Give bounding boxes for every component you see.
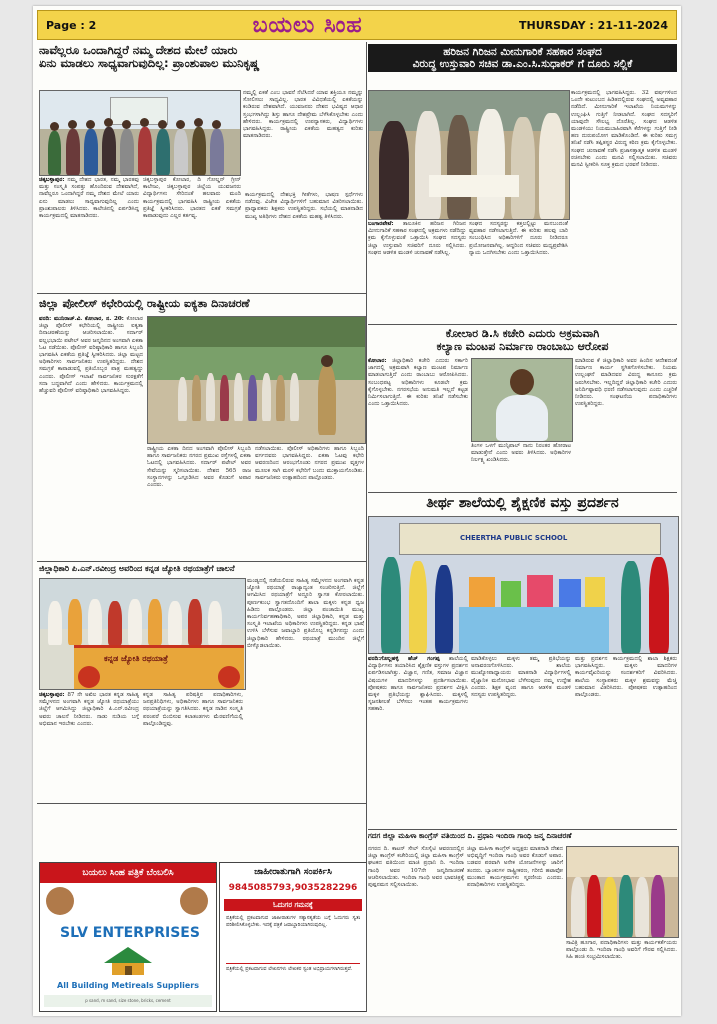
principal-photo: [39, 90, 241, 176]
principal-headline: ನಾವೆಲ್ಲರೂ ಒಂದಾಗಿದ್ದರೆ ನಮ್ಮ ದೇಶದ ಮೇಲೆ ಯಾರು ಏನು ಮಾಡಲು ಸಾಧ್ಯವಾಗುವುದಿಲ್ಲ: ಪ್ರಾಂಶುಪಾಲ ಮುನಿಕೃಷ್ಣ: [39, 43, 260, 71]
principal-body-col2: ಚಿಕ್ಕಬಳ್ಳಾಪುರ ಕೋಲಾರ, ದಿ ಗೋಲ್ಡನ್ ಗ್ರೀನ್ ಕಾಲೇಜು, ಚಿಕ್ಕಬಳ್ಳಾಪುರ ಜಿಲ್ಲೆಯ ಯುವಜನರು ವಿದ್ಯಾರ್ಥಿಗಳು ಸೇರಿದಂತೆ ಹಲವಾರು ಮಂದಿ ಕಾರ್ಯಕ್ರಮದಲ್ಲಿ ಭಾಗವಹಿಸಿ ರಾಷ್ಟ್ರೀಯ ಏಕತೆಯ ಪ್ರತಿಜ್ಞೆ ಸ್ವೀಕರಿಸಿದರು. ಭಾರತದ ಏಕತೆ ಸಮಗ್ರತೆ ಕಾಪಾಡುವುದು ಎಲ್ಲರ ಕರ್ತವ್ಯ.: [143, 177, 241, 220]
slv-address: p sand, m sand, size stone, bricks, cement: [44, 995, 212, 1007]
newspaper-title: ಬಯಲು ಸಿಂಹ: [252, 12, 363, 38]
police-body-col2: ರಾಷ್ಟ್ರೀಯ ಏಕತಾ ದಿನದ ಅಂಗವಾಗಿ ಪೊಲೀಸ್ ಸಿಬ್ಬಂದಿ ಹಾಗೂ ಸಾರ್ವಜನಿಕರು ನಗರದ ಪ್ರಮುಖ ರಸ್ತೆಗಳಲ್ಲಿ ಏಕತಾ ಓಟದಲ್ಲಿ ಭಾಗವಹಿಸಿದರು. ಸರ್ದಾರ್ ಪಟೇಲ್ ಅವರ ಸೇವೆಯನ್ನು ಸ್ಮರಿಸಲಾಯಿತು. ದೇಶದ 565 ರಾಜ ಸಂಸ್ಥಾನಗಳನ್ನು ಒಗ್ಗೂಡಿಸಿದ ಅವರ ಕೊಡುಗೆ ಅಪಾರ ಎಂದರು.: [147, 446, 251, 489]
indira-body-col3: ಸಾವಿತ್ರಿ ಹೂಗಾರ, ಪದಾಧಿಕಾರಿಗಳು ಮತ್ತು ಕಾರ್ಯಕರ್ತೆಯರು ಪಾಲ್ಗೊಂಡು ದಿ. ಇಂದಿರಾ ಗಾಂಧಿ ಅವರಿಗೆ ಗೌರವ ಸಲ್ಲಿಸಿದರು. ಸಿಹಿ ಹಂಚಿ ಸಂಭ್ರಮಿಸಲಾಯಿತು.: [566, 940, 677, 961]
cooperative-body-col2: ಸಂಘದ ಸದಸ್ಯರನ್ನು ಕತ್ತಲಲ್ಲಿಟ್ಟು ಮನಬಂದಂತೆ ವ್ಯವಹಾರ ನಡೆಸಲಾಗುತ್ತಿದೆ. ಈ ಕುರಿತು ಹಲವು ಬಾರಿ ಸಂಬಂಧಿಸಿದ ಅಧಿಕಾರಿಗಳಿಗೆ ದೂರು ನೀಡಿದರೂ ಪ್ರಯೋಜನವಾಗಿಲ್ಲ. ಆದ್ದರಿಂದ ಸಚಿವರು ಮಧ್ಯಪ್ರವೇಶಿಸಿ ನ್ಯಾಯ ಒದಗಿಸಬೇಕು ಎಂದು ಒತ್ತಾಯಿಸಿದರು.: [469, 221, 568, 256]
slv-name: SLV ENTERPRISES: [60, 925, 200, 941]
exhibition-body-col1: ವರದಿ:ಗೊಲ್ಲಹಳ್ಳಿ ಹೆಚ್ ಗಂಗಪ್ಪ ಶಾಲೆಯಲ್ಲಿ ವಿದ್ಯಾರ್ಥಿಗಳು ತಯಾರಿಸಿದ ಶೈಕ್ಷಣಿಕ ವಸ್ತುಗಳ ಪ್ರದರ್ಶನ ಏರ್ಪಡಿಸಲಾಗಿತ್ತು. ವಿಜ್ಞಾನ, ಗಣಿತ, ಸಮಾಜ ವಿಜ್ಞಾನ ವಿಷಯಗಳ ಮಾದರಿಗಳನ್ನು ಪ್ರದರ್ಶಿಸಲಾಯಿತು. ಪೋಷಕರು ಹಾಗೂ ಸಾರ್ವಜನಿಕರು ಪ್ರದರ್ಶನ ವೀಕ್ಷಿಸಿ ಮಕ್ಕಳ ಪ್ರತಿಭೆಯನ್ನು ಶ್ಲಾಘಿಸಿದರು. ಮಕ್ಕಳಲ್ಲಿ ಸೃಜನಶೀಲತೆ ಬೆಳೆಸಲು ಇಂತಹ ಕಾರ್ಯಕ್ರಮಗಳು ಸಹಕಾರಿ.: [368, 656, 468, 713]
exhibition-photo: [368, 516, 679, 654]
house-logo-icon: [100, 945, 156, 977]
notice-text-2: ಪತ್ರಿಕೆಯಲ್ಲಿ ಪ್ರಕಟವಾಗುವ ಲೇಖನಗಳು ಲೇಖಕರ ಸ್ವಂತ ಅಭಿಪ್ರಾಯಗಳಾಗಿರುತ್ತವೆ.: [226, 963, 360, 1010]
cooperative-body-col1: ಬಂಗಾರಪೇಟೆ: ತಾಲೂಕಿನ ಹರಿಜನ ಗಿರಿಜನ ಮೀನುಗಾರಿಕೆ ಸಹಕಾರ ಸಂಘದಲ್ಲಿ ಅಕ್ರಮಗಳು ನಡೆದಿದ್ದು ಕ್ರಮ ಕೈಗೊಳ್ಳುವಂತೆ ಒತ್ತಾಯಿಸಿ ಸಂಘದ ಸದಸ್ಯರು ಜಿಲ್ಲಾ ಉಸ್ತುವಾರಿ ಸಚಿವರಿಗೆ ದೂರು ಸಲ್ಲಿಸಿದರು. ಸಂಘದ ಆಡಳಿತ ಮಂಡಳಿ ಚುನಾವಣೆ ನಡೆಸಿಲ್ಲ.: [368, 221, 466, 256]
exhibit-table: [459, 607, 609, 653]
exhibition-body-col2: ಮಾಡಿಕೊಳ್ಳಲು ಮಕ್ಕಳು ತಮ್ಮ ಪ್ರತಿಭೆಯನ್ನು ಅನಾವರಣಗೊಳಿಸಿದರು. ಶಾಲೆಯ ಮುಖ್ಯೋಪಾಧ್ಯಾಯರು ಮಾತನಾಡಿ ವಿದ್ಯಾರ್ಥಿಗಳಲ್ಲಿ ವೈಜ್ಞಾನಿಕ ಮನೋಭಾವ ಬೆಳೆಸುವುದು ನಮ್ಮ ಉದ್ದೇಶ ಎಂದರು. ಶಿಕ್ಷಕ ವೃಂದ ಹಾಗೂ ಆಡಳಿತ ಮಂಡಳಿ ಸದಸ್ಯರು ಉಪಸ್ಥಿತರಿದ್ದರು.: [471, 656, 571, 699]
kalyana-body-col3: ಮಾಡಿರುವ ಕೆ ಜಿಲ್ಲಾಧಿಕಾರಿ ಅವರ ಹಿಂದಿನ ಆದೇಶದಂತೆ ನಿರ್ಮಾಣ ಕಾರ್ಯ ಸ್ಥಗಿತಗೊಳಿಸಬೇಕು. ನಿಯಮ ಉಲ್ಲಂಘನೆ ಮಾಡಿದವರ ವಿರುದ್ಧ ಕಾನೂನು ಕ್ರಮ ಜರುಗಿಸಬೇಕು. ಇಲ್ಲದಿದ್ದರೆ ಜಿಲ್ಲಾಧಿಕಾರಿ ಕಚೇರಿ ಎದುರು ಅನಿರ್ದಿಷ್ಟಾವಧಿ ಧರಣಿ ನಡೆಸಲಾಗುವುದು ಎಂದು ಎಚ್ಚರಿಕೆ ನೀಡಿದರು. ಸಂಘಟನೆಯ ಪದಾಧಿಕಾರಿಗಳು ಉಪಸ್ಥಿತರಿದ್ದರು.: [575, 358, 677, 408]
cooperative-photo: [368, 90, 570, 220]
kannada-body-col3: ಮಂಡ್ಯದಲ್ಲಿ ನಡೆಯಲಿರುವ ಸಾಹಿತ್ಯ ಸಮ್ಮೇಳನದ ಅಂಗವಾಗಿ ಕನ್ನಡ ಜ್ಯೋತಿ ರಥಯಾತ್ರೆ ರಾಜ್ಯಾದ್ಯಂತ ಸಂಚರಿಸುತ್ತಿದೆ. ಜಿಲ್ಲೆಗೆ ಆಗಮಿಸಿದ ರಥಯಾತ್ರೆಗೆ ಅದ್ದೂರಿ ಸ್ವಾಗತ ಕೋರಲಾಯಿತು. ಪೂರ್ಣಕುಂಭ ಸ್ವಾಗತದೊಂದಿಗೆ ಶಾಲಾ ಮಕ್ಕಳು ಕನ್ನಡ ಧ್ವಜ ಹಿಡಿದು ಪಾಲ್ಗೊಂಡರು. ಜಿಲ್ಲಾ ಪಂಚಾಯಿತಿ ಮುಖ್ಯ ಕಾರ್ಯನಿರ್ವಹಣಾಧಿಕಾರಿ, ಅಪರ ಜಿಲ್ಲಾಧಿಕಾರಿ, ಕನ್ನಡ ಮತ್ತು ಸಂಸ್ಕೃತಿ ಇಲಾಖೆಯ ಅಧಿಕಾರಿಗಳು ಉಪಸ್ಥಿತರಿದ್ದರು. ಕನ್ನಡ ಭಾಷೆ ಉಳಿಸಿ ಬೆಳೆಸುವ ಜವಾಬ್ದಾರಿ ಪ್ರತಿಯೊಬ್ಬ ಕನ್ನಡಿಗನದ್ದು ಎಂದು ಜಿಲ್ಲಾಧಿಕಾರಿ ಹೇಳಿದರು. ರಥಯಾತ್ರೆ ಮುಂದಿನ ಜಿಲ್ಲೆಗೆ ಬೀಳ್ಕೊಡಲಾಯಿತು.: [247, 578, 364, 649]
police-photo: [147, 316, 366, 444]
issue-date: THURSDAY : 21-11-2024: [518, 18, 668, 32]
notice-title: ಓದುಗರ ಗಮನಕ್ಕೆ: [224, 899, 362, 911]
kalyana-body-col1: ಕೋಲಾರ: ಜಿಲ್ಲಾಧಿಕಾರಿ ಕಚೇರಿ ಎದುರು ಸರ್ಕಾರಿ ಜಾಗದಲ್ಲಿ ಅಕ್ರಮವಾಗಿ ಕಲ್ಯಾಣ ಮಂಟಪ ನಿರ್ಮಾಣ ಮಾಡಲಾಗುತ್ತಿದೆ ಎಂದು ರಾಂಬಾಬು ಆರೋಪಿಸಿದರು. ಸಂಬಂಧಪಟ್ಟ ಅಧಿಕಾರಿಗಳು ಕೂಡಲೇ ಕ್ರಮ ಕೈಗೊಳ್ಳಬೇಕು. ನಗರಸಭೆಯ ಅನುಮತಿ ಇಲ್ಲದೆ ಕಟ್ಟಡ ನಿರ್ಮಿಸಲಾಗುತ್ತಿದೆ. ಈ ಕುರಿತು ತನಿಖೆ ನಡೆಸಬೇಕು ಎಂದು ಒತ್ತಾಯಿಸಿದರು.: [368, 358, 468, 408]
slv-ad-header: ಬಯಲು ಸಿಂಹ ಪತ್ರಿಕೆ ಬೆಂಬಲಿಸಿ: [40, 863, 216, 883]
slv-tagline: All Building Metireals Suppliers: [57, 981, 199, 990]
principal-body-right: ನಮ್ಮಲ್ಲಿ ಏಕತೆ ಎಂಬ ಭಾವನೆ ನೆಲೆಸಿದರೆ ಯಾವ ಶಕ್ತಿಯೂ ನಮ್ಮನ್ನು ಸೋಲಿಸಲು ಸಾಧ್ಯವಿಲ್ಲ. ಭಾರತ ವಿವಿಧತೆಯಲ್ಲಿ ಏಕತೆಯನ್ನು ಕಂಡಿರುವ ದೇಶವಾಗಿದೆ. ಯುವಜನರು ದೇಶದ ಭವಿಷ್ಯದ ಆಧಾರ ಸ್ತಂಭಗಳಾಗಿದ್ದು ಶಿಸ್ತು ಹಾಗೂ ದೇಶಪ್ರೇಮ ಬೆಳೆಸಿಕೊಳ್ಳಬೇಕು ಎಂದು ಹೇಳಿದರು. ಕಾರ್ಯಕ್ರಮದಲ್ಲಿ ಉಪನ್ಯಾಸಕರು, ವಿದ್ಯಾರ್ಥಿಗಳು ಭಾಗವಹಿಸಿದ್ದರು. ರಾಷ್ಟ್ರೀಯ ಏಕತೆಯ ಮಹತ್ವದ ಕುರಿತು ಮಾತನಾಡಿದರು.: [243, 90, 363, 140]
kalyana-headline: ಕೋಲಾರ ಡಿ.ಸಿ ಕಚೇರಿ ಎದುರು ಅಕ್ರಮವಾಗಿ ಕಲ್ಯಾಣ ಮಂಟಪ ನಿರ್ಮಾಣ ರಾಂಬಾಬು ಆರೋಪ: [436, 327, 609, 353]
contact-advertisement: [219, 862, 367, 1012]
kalyana-body-col2: ತಿಂಗಳ ಒಳಗೆ ಮುನ್ಸಿಪಾಲ್ ನಾನು ನಿರಂತರ ಹೋರಾಟ ಮಾಡುತ್ತೇನೆ ಎಂದು ಅವರು ತಿಳಿಸಿದರು. ಅಧಿಕಾರಿಗಳ ನಿರ್ಲಕ್ಷ್ಯ ಖಂಡಿಸಿದರು.: [471, 443, 571, 464]
kalyana-photo: [471, 358, 573, 442]
notice-text: ಪತ್ರಿಕೆಯಲ್ಲಿ ಪ್ರಕಟವಾಗುವ ಜಾಹೀರಾತುಗಳ ಸತ್ಯಾಸತ್ಯತೆಯ ಬಗ್ಗೆ ಓದುಗರು ಸ್ವತಃ ಪರಿಶೀಲಿಸಿಕೊಳ್ಳಬೇಕು. ಇದಕ್ಕೆ ಪತ್ರಿಕೆ ಜವಾಬ್ದಾರಿಯಾಗಿರುವುದಿಲ್ಲ.: [226, 915, 360, 928]
person-photo-left: [46, 887, 74, 915]
indira-body-col1: ನಗರದ ದಿ. ಕಾಟನ್ ಸೇಲ್ ಸೊಸೈಟಿ ಆವರಣದಲ್ಲಿನ ಜಿಲ್ಲಾ ಕಾಂಗ್ರೆಸ್ ಕಚೇರಿಯಲ್ಲಿ ಜಿಲ್ಲಾ ಮಹಿಳಾ ಕಾಂಗ್ರೆಸ್ ಘಟಕದ ವತಿಯಿಂದ ಮಾಜಿ ಪ್ರಧಾನಿ ದಿ. ಇಂದಿರಾ ಗಾಂಧಿ ಅವರ 107ನೇ ಜನ್ಮದಿನಾಚರಣೆ ಆಚರಿಸಲಾಯಿತು. ಇಂದಿರಾ ಗಾಂಧಿ ಅವರ ಭಾವಚಿತ್ರಕ್ಕೆ ಪುಷ್ಪನಮನ ಸಲ್ಲಿಸಲಾಯಿತು.: [368, 846, 464, 889]
cooperative-body-col3: ಕಾರ್ಯಕ್ರಮದಲ್ಲಿ ಭಾಗವಹಿಸಿದ್ದರು. 32 ವರ್ಷಗಳಿಂದ ಒಂದೇ ಕುಟುಂಬದ ಹಿಡಿತದಲ್ಲಿರುವ ಸಂಘದಲ್ಲಿ ಅವ್ಯವಹಾರ ನಡೆದಿದೆ. ಮೀನುಗಾರಿಕೆ ಇಲಾಖೆಯ ನಿಯಮಗಳನ್ನು ಉಲ್ಲಂಘಿಸಿ ಗುತ್ತಿಗೆ ನೀಡಲಾಗಿದೆ. ಸಂಘದ ಸದಸ್ಯರಿಗೆ ಯಾವುದೇ ಸೌಲಭ್ಯ ದೊರೆತಿಲ್ಲ. ಸಂಘದ ಆಡಳಿತ ಮಂಡಳಿಯು ನಿಯಮಬಾಹಿರವಾಗಿ ಕೆರೆಗಳನ್ನು ಗುತ್ತಿಗೆ ನೀಡಿ ಹಣ ದುರುಪಯೋಗ ಮಾಡಿಕೊಂಡಿದೆ. ಈ ಕುರಿತು ಸಮಗ್ರ ತನಿಖೆ ನಡೆಸಿ ತಪ್ಪಿತಸ್ಥರ ವಿರುದ್ಧ ಕಠಿಣ ಕ್ರಮ ಕೈಗೊಳ್ಳಬೇಕು. ಸಂಘದ ಚುನಾವಣೆ ನಡೆಸಿ ಪ್ರಜಾಸತ್ತಾತ್ಮಕ ಆಡಳಿತ ಮಂಡಳಿ ರಚಿಸಬೇಕು ಎಂದು ಮನವಿ ಸಲ್ಲಿಸಲಾಯಿತು. ಸಚಿವರು ಮನವಿ ಸ್ವೀಕರಿಸಿ ಸೂಕ್ತ ಕ್ರಮದ ಭರವಸೆ ನೀಡಿದರು.: [571, 90, 677, 169]
kannada-headline: ಜಿಲ್ಲಾಧಿಕಾರಿ ಪಿ.ಎನ್.ರವೀಂದ್ರ ಅವರಿಂದ ಕನ್ನಡ ಜ್ಯೋತಿ ರಥಯಾತ್ರೆಗೆ ಚಾಲನೆ: [39, 564, 235, 573]
kannada-body-col1: ಚಿಕ್ಕಬಳ್ಳಾಪುರ: 87 ನೇ ಅಖಿಲ ಭಾರತ ಕನ್ನಡ ಸಾಹಿತ್ಯ ಸಮ್ಮೇಳನದ ಅಂಗವಾಗಿ ಕನ್ನಡ ಜ್ಯೋತಿ ರಥಯಾತ್ರೆಯು ಜಿಲ್ಲೆಗೆ ಆಗಮಿಸಿದ್ದು ಜಿಲ್ಲಾಧಿಕಾರಿ ಪಿ.ಎನ್.ರವೀಂದ್ರ ಅವರು ಚಾಲನೆ ನೀಡಿದರು. ನಾಡು ನುಡಿಯ ಬಗ್ಗೆ ಅಭಿಮಾನ ಇರಬೇಕು ಎಂದರು.: [39, 692, 139, 727]
principal-body-col1: ಚಿಕ್ಕಬಳ್ಳಾಪುರ: ನಮ್ಮ ದೇಶದ ಭಾರತ, ನಮ್ಮ ಭಾರತವು ಮತ್ತು ಸಂಸ್ಕೃತಿ ಸಂಪತ್ತು ಹೊಂದಿರುವ ದೇಶವಾಗಿದೆ, ನಾವೆಲ್ಲರೂ ಒಂದಾಗಿದ್ದರೆ ನಮ್ಮ ದೇಶದ ಮೇಲೆ ಯಾರು ಏನು ಮಾಡಲು ಸಾಧ್ಯವಾಗುವುದಿಲ್ಲ ಎಂದು ಪ್ರಾಂಶುಪಾಲರು ತಿಳಿಸಿದರು. ಕಾಲೇಜಿನಲ್ಲಿ ಏರ್ಪಡಿಸಿದ್ದ ಕಾರ್ಯಕ್ರಮದಲ್ಲಿ ಮಾತನಾಡಿದರು.: [39, 177, 139, 220]
indira-body-col2: ಜಿಲ್ಲಾ ಮಹಿಳಾ ಕಾಂಗ್ರೆಸ್ ಅಧ್ಯಕ್ಷರು ಮಾತನಾಡಿ ದೇಶದ ಅಭಿವೃದ್ಧಿಗೆ ಇಂದಿರಾ ಗಾಂಧಿ ಅವರ ಕೊಡುಗೆ ಅಪಾರ. ಬಡವರ ಪರವಾಗಿ ಅನೇಕ ಯೋಜನೆಗಳನ್ನು ಜಾರಿಗೆ ತಂದರು. ಬ್ಯಾಂಕುಗಳ ರಾಷ್ಟ್ರೀಕರಣ, ಗರೀಬಿ ಹಟಾವೋ ಮುಂತಾದ ಕಾರ್ಯಕ್ರಮಗಳು ಸ್ಮರಣೀಯ ಎಂದರು. ಪದಾಧಿಕಾರಿಗಳು ಉಪಸ್ಥಿತರಿದ್ದರು.: [467, 846, 563, 889]
ad-phone: 9845085793,9035282296: [228, 883, 358, 893]
police-headline: ಜಿಲ್ಲಾ ಪೋಲೀಸ್ ಕಛೇರಿಯಲ್ಲಿ ರಾಷ್ಟ್ರೀಯ ಐಕ್ಯತಾ ದಿನಾಚರಣೆ: [39, 297, 250, 310]
kannada-body-col2: ಕನ್ನಡ ಸಾಹಿತ್ಯ ಪರಿಷತ್ತಿನ ಪದಾಧಿಕಾರಿಗಳು, ಜನಪ್ರತಿನಿಧಿಗಳು, ಅಧಿಕಾರಿಗಳು ಹಾಗೂ ಸಾರ್ವಜನಿಕರು ರಥಯಾತ್ರೆಯನ್ನು ಸ್ವಾಗತಿಸಿದರು. ಕನ್ನಡ ನಾಡಿನ ಸಂಸ್ಕೃತಿ ಪರಂಪರೆ ಬಿಂಬಿಸುವ ಕಲಾತಂಡಗಳು ಮೆರವಣಿಗೆಯಲ್ಲಿ ಪಾಲ್ಗೊಂಡಿದ್ದವು.: [143, 692, 243, 727]
police-body-col1: ವರದಿ: ಮುನಿರಾಜ್.ವಿ. ಕೋಲಾರ, ನ. 20: ಕೋಲಾರ ಜಿಲ್ಲಾ ಪೊಲೀಸ್ ಕಛೇರಿಯಲ್ಲಿ ರಾಷ್ಟ್ರೀಯ ಐಕ್ಯತಾ ದಿನಾಚರಣೆಯನ್ನು ಆಚರಿಸಲಾಯಿತು. ಸರ್ದಾರ್ ವಲ್ಲಭಭಾಯಿ ಪಟೇಲ್ ಅವರ ಜನ್ಮದಿನದ ಅಂಗವಾಗಿ ಏಕತಾ ಓಟ ನಡೆಯಿತು. ಪೊಲೀಸ್ ವರಿಷ್ಠಾಧಿಕಾರಿ ಹಾಗೂ ಸಿಬ್ಬಂದಿ ಭಾಗವಹಿಸಿ ಏಕತೆಯ ಪ್ರತಿಜ್ಞೆ ಸ್ವೀಕರಿಸಿದರು. ಜಿಲ್ಲಾ ಮಟ್ಟದ ಅಧಿಕಾರಿಗಳು ಸಾರ್ವಜನಿಕರು ಉಪಸ್ಥಿತರಿದ್ದರು. ದೇಶದ ಸಮಗ್ರತೆ ಕಾಪಾಡುವಲ್ಲಿ ಪ್ರತಿಯೊಬ್ಬರ ಪಾತ್ರ ಮಹತ್ವದ್ದು ಎಂದರು. ಪೊಲೀಸ್ ಇಲಾಖೆ ಸಾರ್ವಜನಿಕರ ಸುರಕ್ಷತೆಗೆ ಸದಾ ಬದ್ಧವಾಗಿದೆ ಎಂದು ಹೇಳಿದರು. ಕಾರ್ಯಕ್ರಮದಲ್ಲಿ ಹೆಚ್ಚುವರಿ ಪೊಲೀಸ್ ವರಿಷ್ಠಾಧಿಕಾರಿ ಭಾಗವಹಿಸಿದ್ದರು.: [39, 316, 143, 395]
cooperative-headline: ಹರಿಜನ ಗಿರಿಜನ ಮೀನುಗಾರಿಕೆ ಸಹಕಾರ ಸಂಘದ ವಿರುದ್ಧ ಉಸ್ತುವಾರಿ ಸಚಿವ ಡಾ.ಎಂ.ಸಿ.ಸುಧಾಕರ್ ಗೆ ದೂರು ಸಲ್ಲಿಕೆ: [368, 44, 677, 72]
masthead: [37, 10, 677, 40]
principal-body-col3: ಕಾರ್ಯಕ್ರಮದಲ್ಲಿ ದೇಶಭಕ್ತಿ ಗೀತೆಗಳು, ಭಾಷಣ ಸ್ಪರ್ಧೆಗಳು ನಡೆದವು. ವಿಜೇತ ವಿದ್ಯಾರ್ಥಿಗಳಿಗೆ ಬಹುಮಾನ ವಿತರಿಸಲಾಯಿತು. ಪ್ರಾಧ್ಯಾಪಕರು ಶಿಕ್ಷಕರು ಉಪಸ್ಥಿತರಿದ್ದರು. ಸಭೆಯಲ್ಲಿ ಮಾತನಾಡಿದ ಮುಖ್ಯ ಅತಿಥಿಗಳು ದೇಶದ ಏಕತೆಯ ಮಹತ್ವ ತಿಳಿಸಿದರು.: [245, 192, 363, 220]
ad-contact-header: ಜಾಹೀರಾತುಗಾಗಿ ಸಂಪರ್ಕಿಸಿ: [254, 867, 332, 877]
kannada-photo: [39, 578, 246, 690]
school-banner: CHEERTHA PUBLIC SCHOOL: [399, 523, 661, 555]
slv-advertisement: [39, 862, 217, 1012]
jyothi-banner: ಕನ್ನಡ ಜ್ಯೋತಿ ರಥಯಾತ್ರೆ: [74, 645, 244, 690]
exhibition-headline: ತೀರ್ಥ ಶಾಲೆಯಲ್ಲಿ ಶೈಕ್ಷಣಿಕ ವಸ್ತು ಪ್ರದರ್ಶನ: [426, 495, 619, 511]
indira-photo: [566, 846, 679, 938]
indira-headline: ಗದಗ ಜಿಲ್ಲಾ ಮಹಿಳಾ ಕಾಂಗ್ರೆಸ್ ವತಿಯಿಂದ ದಿ. ಪ್ರಧಾನಿ ಇಂದಿರಾ ಗಾಂಧಿ ಜನ್ಮ ದಿನಾಚರಣೆ: [368, 831, 572, 840]
police-body-col3: ನಡೆಸಲಾಯಿತು. ಪೊಲೀಸ್ ಅಧಿಕಾರಿಗಳು ಹಾಗೂ ಸಿಬ್ಬಂದಿ ವರ್ಗದವರು ಭಾಗವಹಿಸಿದ್ದರು. ಏಕತಾ ಓಟವು ಕಛೇರಿ ಆವರಣದಿಂದ ಆರಂಭಗೊಂಡು ನಗರದ ಪ್ರಮುಖ ವೃತ್ತಗಳ ಮೂಲಕ ಸಾಗಿ ಮರಳಿ ಕಛೇರಿಗೆ ಬಂದು ಮುಕ್ತಾಯಗೊಂಡಿತು. ಸಾರ್ವಜನಿಕರು ಉತ್ಸಾಹದಿಂದ ಪಾಲ್ಗೊಂಡರು.: [255, 446, 364, 481]
person-photo-right: [180, 887, 208, 915]
page-number: Page : 2: [46, 18, 97, 32]
exhibition-body-col3: ಮತ್ತು ಪ್ರದರ್ಶನ ಕಾರ್ಯಕ್ರಮದಲ್ಲಿ ಶಾಲಾ ಶಿಕ್ಷಕರು ಭಾಗವಹಿಸಿದ್ದರು. ಮಕ್ಕಳು ಮಾದರಿಗಳ ಕಾರ್ಯವೈಖರಿಯನ್ನು ಸಂದರ್ಶಕರಿಗೆ ವಿವರಿಸಿದರು. ಶಾಲೆಯ ಸಂಸ್ಥಾಪಕರು ಮಕ್ಕಳ ಶ್ರಮವನ್ನು ಮೆಚ್ಚಿ ಬಹುಮಾನ ವಿತರಿಸಿದರು. ಪೋಷಕರು ಉತ್ಸಾಹದಿಂದ ಪಾಲ್ಗೊಂಡರು.: [575, 656, 677, 699]
newspaper-page: [33, 6, 681, 1016]
